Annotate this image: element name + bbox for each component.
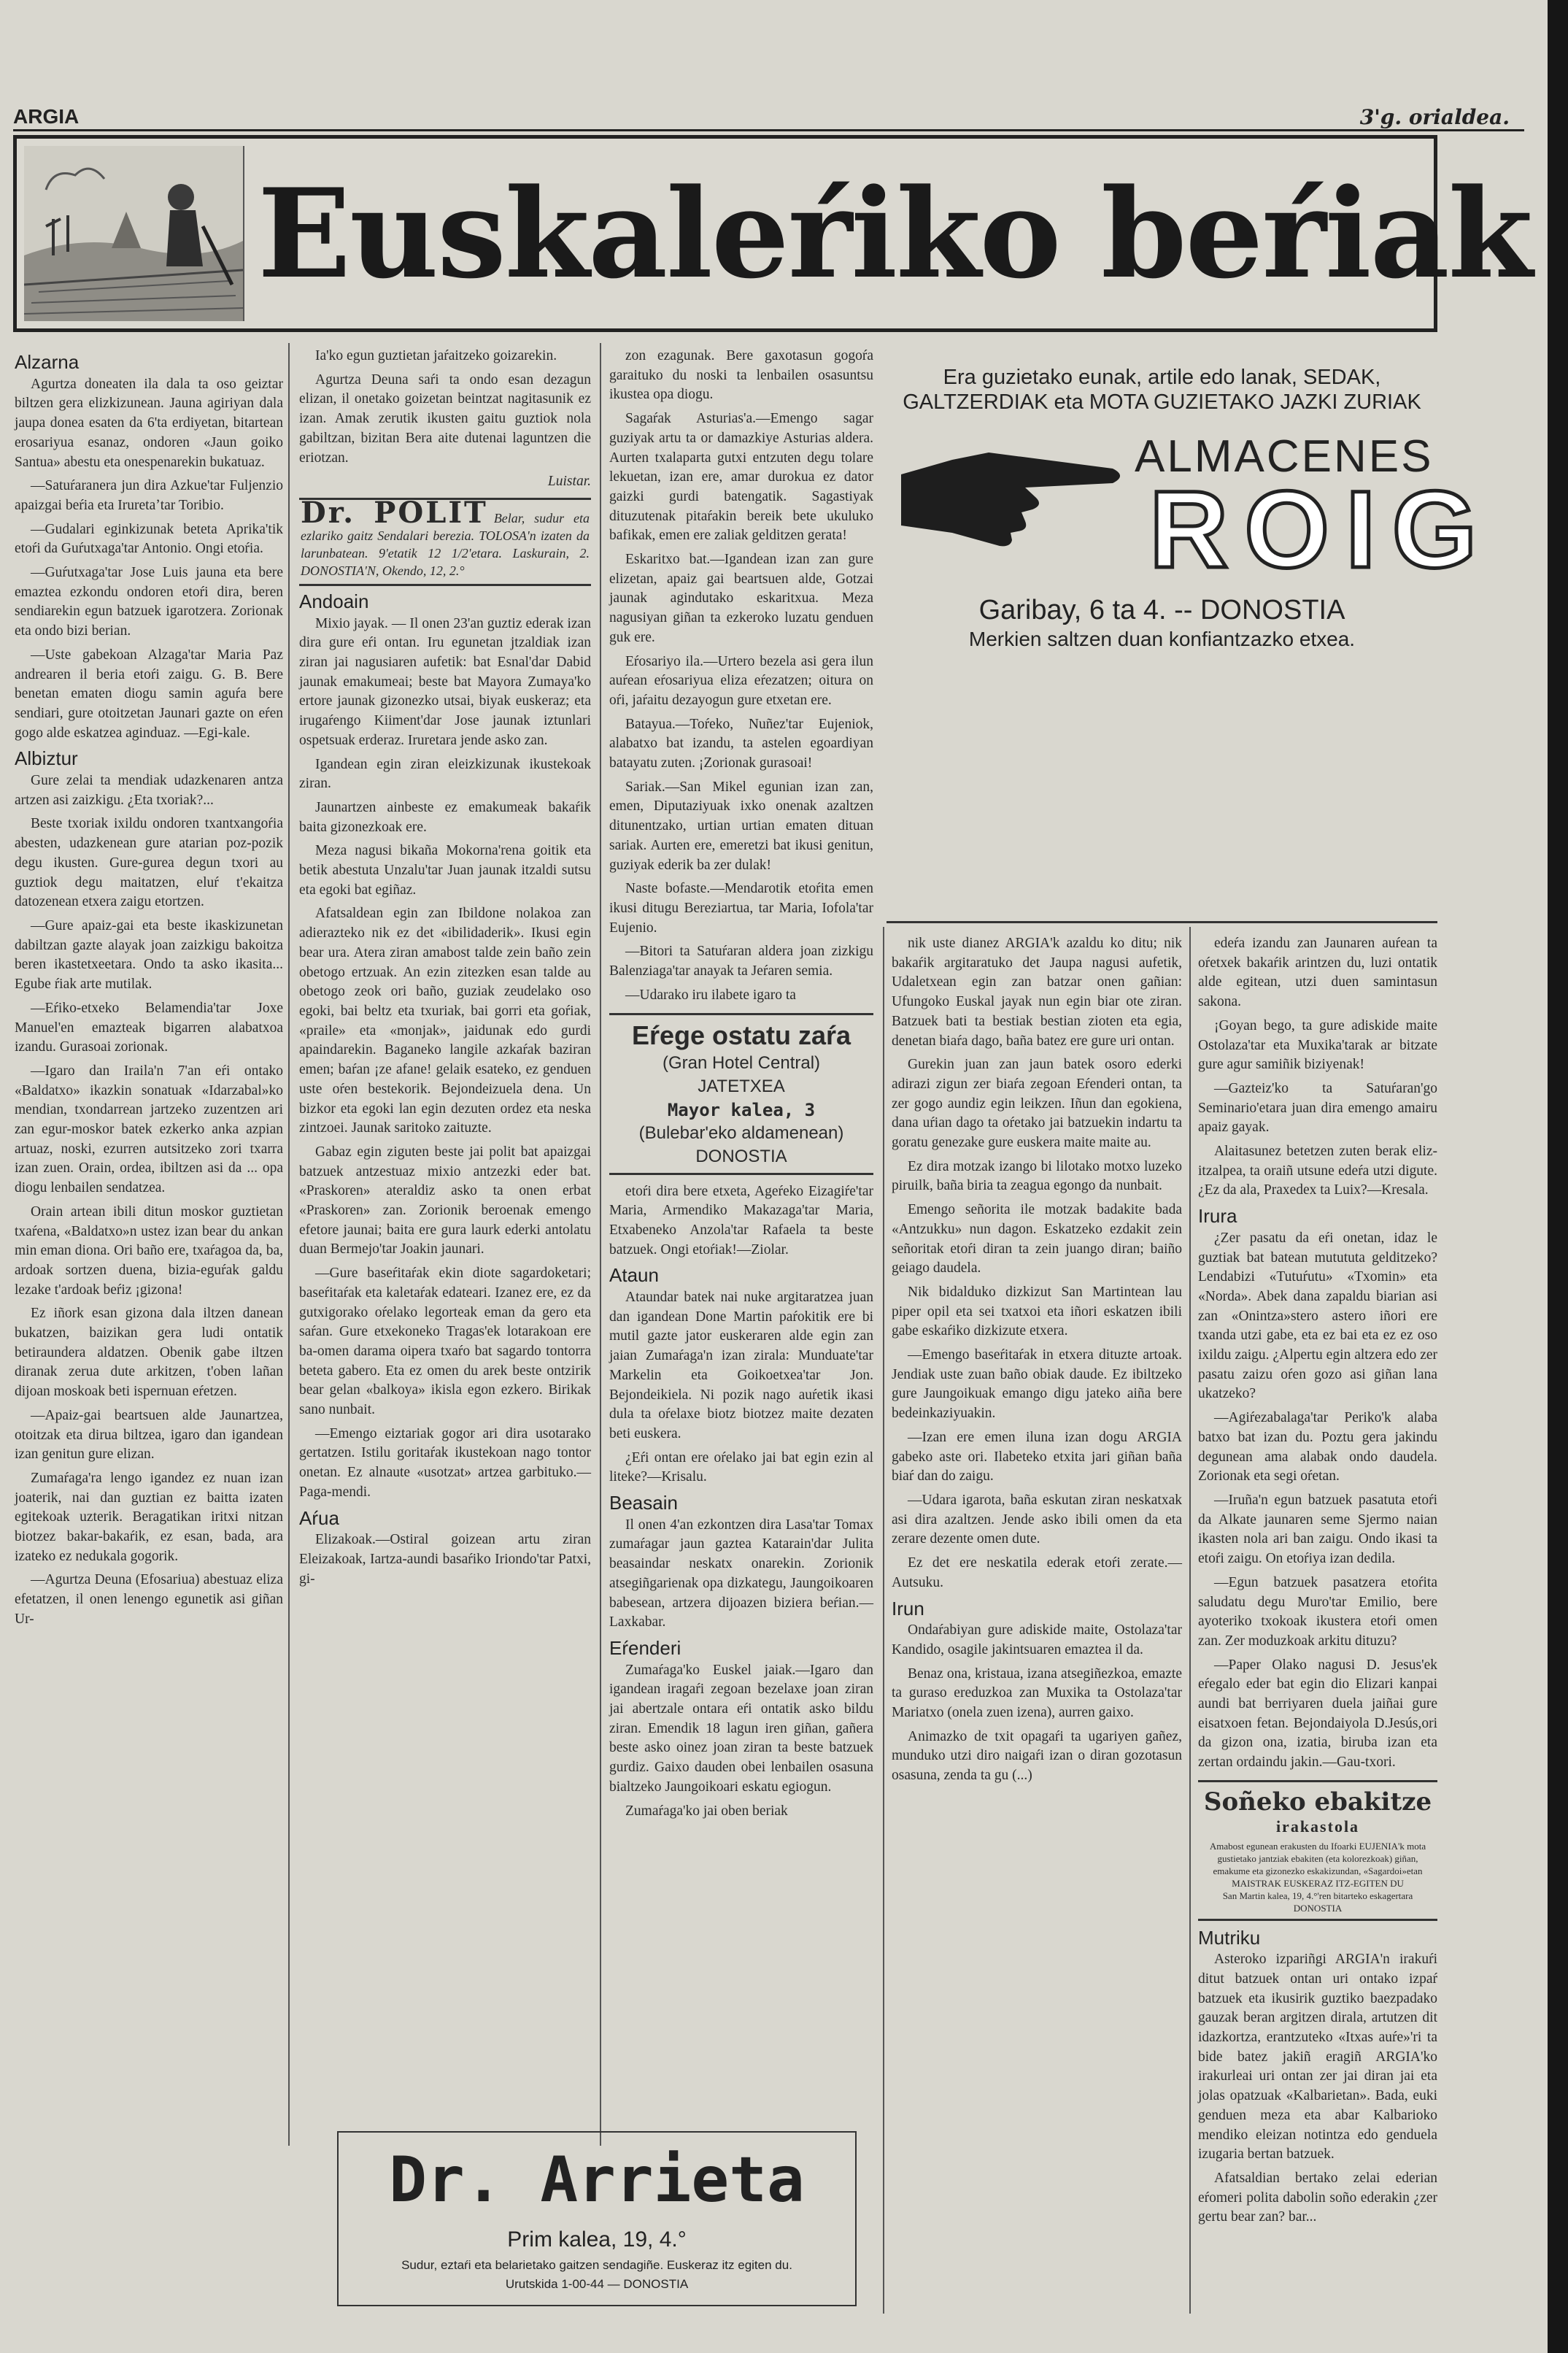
arrieta-advertisement: [337, 2131, 857, 2306]
article-paragraph: Gurekin juan zan jaun batek osoro ederki adirazi zigun zer biaŕa zegoan Eŕenderi ontan, ta zer gogo aundiz egin leikzen. Iñun dan egokiena, dana uŕian dago ta oŕetako jai batzuekin indartu ta goratu genezake gure euskera maite maite au.: [892, 1057, 1182, 1151]
article-paragraph: Agurtza Deuna saŕi ta ondo esan dezagun elizan, il onetako goizetan beintzat nagitasunik ez izan. Amak zerutik ikusten gaitu guztiok nola gabiltzan, bizitan Bera aite dutenai laguntzen die eriotzan.: [299, 371, 591, 466]
article-paragraph: Meza nagusi bikaña Mokorna'rena goitik eta betik abestuta Unzalu'tar Juan jaunak itzaldi sutsu eta egoki bat egiñaz.: [299, 843, 591, 898]
article-paragraph: —Iruña'n egun batzuek pasatuta etoŕi da Alkate jaunaren seme Sjermo naian ikasten nola ari ban zaigu. Ondo ikasi ta etoŕi zaigu. On etoŕiya izan dedila.: [1198, 1492, 1437, 1567]
farmer-illustration-icon: [24, 146, 243, 321]
article-paragraph: —Eŕiko-etxeko Belamendia'tar Joxe Manuel'en emazteak bigarren alabatxoa izandu. Gurasoai zorionak.: [15, 1000, 283, 1055]
article-paragraph: Gure zelai ta mendiak udazkenaren antza artzen asi zaizkigu. ¿Eta txoriak?...: [15, 773, 283, 808]
header-rule: [13, 129, 1524, 131]
article-paragraph: Ez dira motzak izango bi lilotako motxo luzeko piruilk, baña biria ta zeagua egongo da nunbait.: [892, 1158, 1182, 1194]
arrieta-phone: Urutskida 1-00-44 — DONOSTIA: [505, 2277, 689, 2291]
section-heading: Irun: [892, 1597, 924, 1620]
column-divider: [288, 343, 290, 2146]
article-paragraph: Ez iñork esan gizona dala iltzen danean bukatzen, baizikan gera ludi ontatik betiraundera aldatzen. Obenik gabe iltzen diranak zerua dute arkitzen, t'oben lañan dijoan moskoak beti ispernuan eŕetzen.: [15, 1306, 283, 1400]
column-2: [299, 347, 591, 1593]
article-paragraph: —Guŕutxaga'tar Jose Luis jauna eta bere emaztea ezkondu ondoren etoŕi dira, beren sendiarekin egun batzuek igarotzera. Zorionak eta ondo bizi berian.: [15, 565, 283, 639]
section-rule: [887, 921, 1437, 923]
masthead: [13, 135, 1532, 332]
article-paragraph: Naste bofaste.—Mendarotik etoŕita emen ikusi ditugu Bereziartua, tar Maria, Iofola'tar Eujenio.: [609, 881, 873, 936]
article-paragraph: zon ezagunak. Bere gaxotasun gogoŕa garaituko du noski ta lenbailen osasuntsu ikustea opa diogu.: [609, 348, 873, 403]
article-paragraph: Nik bidalduko dizkizut San Martintean lau piper opil eta sei txatxoi eta iñori eskatzen ibili gabe eskaŕiko dizkizute etxera.: [892, 1284, 1182, 1339]
article-paragraph: Asteroko izpariñgi ARGIA'n irakuŕi ditut batzuek ontan uri ontako izpaŕ batzuek eta ikusirik guztiko baezpadako gauzak beran argitzen dirala, artutzen dit idazkortza, erantzuteko «Itxas auŕe»'ri ta bide batez jakiñ eragiñ ARGIA'ko irakurleai uri ontan zer jai diran jai eta jolas opatzuak «Kalbarietan». Bada, euki genduen meza eta abar Kalbarioko mendiko eleizan notintza edo genduela izugaria bertan batzuek.: [1198, 1952, 1437, 2163]
sewing-school-line: MAISTRAK EUSKERAZ ITZ-EGITEN DU: [1232, 1877, 1404, 1889]
roig-name: ROIG: [1149, 468, 1494, 590]
section-heading: Ataun: [609, 1264, 659, 1287]
article-paragraph: Zumaŕaga'ko jai oben beriak: [625, 1803, 788, 1819]
sewing-school-title: Soñeko ebakitze: [1203, 1787, 1432, 1817]
article-paragraph: —Satuŕaranera jun dira Azkue'tar Fuljenzio apaizgai beŕia eta Iruretaʼtar Toribio.: [15, 478, 283, 513]
article-paragraph: ¿Zer pasatu da eŕi onetan, idaz le guztiak bat batean mutututa gelditzeko? Lendabizi «Tutuŕutu» «Txomin» eta «Norda». Abek dana zapaldu biarian asi zan «Onintza»stero astero iñori ere txanda utzi gabe, eta ez bai eta ez ez oso ixildu zaigu. ¿Alpertu egin altzera edo zer pasatu zaizu oŕen gozo asi giñan lana ukatzeko?: [1198, 1230, 1437, 1402]
article-paragraph: Mixio jayak. — Il onen 23'an guztiz ederak izan dira gure eŕi ontan. Iru egunetan jtzaldiak izan ziran jai nagusiaren aufetik: bat Esnal'dar Dabid jaunak emakumeai; beste bat Mayora Zumaya'ko ertore jaunak gizonezko utsai, biyak euskeraz; eta irugaŕengo Kiiment'dar Jose jaunak iztunlari ospetsuak erderaz. Iruretara jende asko zan.: [299, 615, 591, 748]
pointing-hand-icon: [894, 423, 1135, 547]
article-paragraph: Animazko de txit opagaŕi ta ugariyen gañez, munduko utzi diro naigaŕi izan o diran gozotasun osasuna, zenda ta gu (...): [892, 1728, 1182, 1784]
roig-intro: Era guzietako eunak, artile edo lanak, SEDAK, GALTZERDIAK eta MOTA GUZIETAKO JAZKI ZURIAK: [903, 366, 1421, 414]
article-paragraph: Orain artean ibili ditun moskor guztietan txaŕena, «Baldatxo»n ustez izan bear du ankan min eman diona. Ori baño ere, txaŕagoa da, ba, ardoak sortzen duena, bizia-eguŕak galdu lezake t'ardoak beŕiz ¡gizona!: [15, 1204, 283, 1298]
article-paragraph: Elizakoak.—Ostiral goizean artu ziran Eleizakoak, Iartza-aundi basaŕiko Iriondo'tar Patxi, gi-: [299, 1532, 591, 1587]
article-paragraph: —Udara igarota, baña eskutan ziran neskatxak asi dira azaltzen. Jende asko ibili omen da eta zerare dezente omen dute.: [892, 1492, 1182, 1547]
masthead-title: Euskaleŕiko beŕiak: [258, 161, 1532, 306]
sewing-school-line: Amabost egunean erakusten du Ifoarki EUJENIA'k mota gustietako jantziak ebakiten (eta kolorezkoak) giñan, emakume eta gizonezko eskakizundan, «Sagardoi»etan: [1209, 1840, 1426, 1876]
article-paragraph: —Gazteiz'ko ta Satuŕaran'go Seminario'etara juan dira emengo amairu apaiz gayak.: [1198, 1080, 1437, 1136]
article-paragraph: Emengo señorita ile motzak badakite bada «Antzukku» nun dagon. Eskatzeko ezdakit zein señoritak etoŕi diran ta zein juango diran; baiño geiago daudela.: [892, 1202, 1182, 1276]
article-paragraph: —Emengo baseŕitaŕak in etxera dituzte artoak. Jendiak uste zuan baño obiak daude. Ez ibiltzeko gure Jaungoikuak emango digu jateko aiña bere bedeinkaziyuakin.: [892, 1347, 1182, 1422]
article-paragraph: Sariak.—San Mikel egunian izan zan, emen, Diputaziyuak ixko onenak azaltzen ditunentzako, urtian urtian ematen dituan sariak. Aurten ere, emeretzi bat ikusi genitun, guziyak ederik ba zer dulak!: [609, 779, 873, 873]
sewing-school-line: San Martin kalea, 19, 4.°'ren bitarteko eskagertara: [1222, 1890, 1413, 1901]
article-paragraph: Afatsaldian bertako zelai ederian eŕomeri polita dabolin soño ederakin ¿zer gertu bear zan? bar...: [1198, 2170, 1437, 2225]
polit-advertisement: [299, 495, 591, 586]
running-head-right: 3'g. orialdea.: [1359, 105, 1510, 129]
column-4: [892, 934, 1182, 1790]
hotel-line: DONOSTIA: [695, 1146, 787, 1166]
article-paragraph: ¡Goyan bego, ta gure adiskide maite Ostolaza'tar eta Muxika'tarak ar bitzate gure agur samiñik biziyenak!: [1198, 1017, 1437, 1073]
column-divider: [883, 927, 884, 2314]
section-heading: Albiztur: [15, 747, 78, 770]
article-paragraph: Beste txoriak ixildu ondoren txantxangoŕia abesten, udazkenean gure atarian poz-pozik degu ikusten. Gure-gurea degun txori au guztiok degu maitatzen, eluŕ t'ekaitza datozenean etxera zaigu etortzen.: [15, 816, 283, 910]
hotel-title: Eŕege ostatu zaŕa: [631, 1020, 851, 1050]
arrieta-name: Dr. Arrieta: [389, 2144, 805, 2217]
article-paragraph: Batayua.—Toŕeko, Nuñez'tar Eujeniok, alabatxo bat izandu, ta astelen egoardiyan batayatu zuten. ¡Zorionak gurasoai!: [609, 716, 873, 771]
column-divider: [600, 343, 601, 2146]
article-paragraph: —Paper Olako nagusi D. Jesus'ek eŕegalo eder bat egin dio Elizari kanpai aundi bat berriyaren duela jaiñai gure eisatxoen fetan. Bejondaiyola D.Jesús,ori da gizon ona, izatia, biruba izan eta zertan ordaindu jakin.—Gau-txori.: [1198, 1657, 1437, 1771]
section-heading: Alzarna: [15, 351, 80, 373]
hotel-line: Mayor kalea, 3: [667, 1099, 816, 1120]
article-paragraph: —Egun batzuek pasatzera etoŕita saludatu degu Muro'tar Emilio, bere ayoteriko txokoak ikustera etoŕi omen zan. Zer moduzkoak arkitu dituzu?: [1198, 1574, 1437, 1649]
roig-tagline: Merkien saltzen duan konfiantzazko etxea.: [968, 628, 1356, 650]
sewing-school-line: DONOSTIA: [1293, 1902, 1343, 1914]
column-3: [609, 347, 873, 1825]
column-1: [15, 347, 283, 1634]
masthead-illustration: [24, 146, 244, 321]
article-paragraph: —Bitori ta Satuŕaran aldera joan zizkigu Balenziaga'tar anayak ta Jeŕaren semia.: [609, 944, 873, 979]
article-paragraph: Ia'ko egun guztietan jaŕaitzeko goizarekin.: [315, 348, 557, 363]
arrieta-address: Prim kalea, 19, 4.°: [507, 2227, 687, 2252]
article-paragraph: —Gure apaiz-gai eta beste ikaskizunetan dabiltzan gazte alayak joan zaizkigu bakoitza beren ikastetxeetara. Ondo ta asko ikasita... Egube ŕiak arte mutilak.: [15, 917, 283, 993]
article-paragraph: Gabaz egin ziguten beste jai polit bat apaizgai batzuek antzestuaz mixio antzezki eder bat. «Praskoren» ateraldiz asko ta onen erbat «Praskoren» zan. Zorionik beroenak emengo efetore jaunai; baita ere gura laurk ederki antolatu duan Bermejo'tar Joakin jaunari.: [299, 1144, 591, 1258]
roig-address: Garibay, 6 ta 4. -- DONOSTIA: [978, 595, 1345, 625]
article-paragraph: —Izan ere emen iluna izan dogu ARGIA gabeko aste ori. Ilabeteko etxita jari giñan baña biaŕ dan do zaigu.: [892, 1429, 1182, 1484]
column-5: [1198, 934, 1437, 2232]
article-paragraph: Benaz ona, kristaua, izana atsegiñezkoa, emazte ta guraso ereduzkoa zan Muxika ta Ostolaza'tar Mariatxo (onela zuen izena), aurren gaixo.: [892, 1665, 1182, 1721]
article-paragraph: —Agurtza Deuna (Efosariua) abestuaz eliza efetatzen, il onen lenengo egunetik asi giñan Ur-: [15, 1572, 283, 1627]
article-paragraph: Jaunartzen ainbeste ez emakumeak bakaŕik baita gizonezkoak ere.: [299, 799, 591, 835]
section-heading: Irura: [1198, 1205, 1237, 1228]
hotel-line: JATETXEA: [698, 1076, 785, 1096]
section-heading: Eŕenderi: [609, 1636, 681, 1659]
article-paragraph: Ataundar batek nai nuke argitaratzea juan dan igandean Done Martin paŕokitik ere bi mutil gazte jator euskeraren alde egin zan jaian Zumaŕaga'n izan zirala: Munduate'tar Markelin eta Goikoetxea'tar Jon. Bejondeikiela. Ni pozik nago auŕetik ikasi dula ta oŕelaxe biotz biotzez maite dezaten beti euskera.: [609, 1290, 873, 1441]
sewing-school-advertisement: [1198, 1780, 1437, 1921]
sewing-school-subtitle: irakastola: [1275, 1817, 1360, 1836]
column-divider: [1189, 927, 1191, 2314]
article-paragraph: etoŕi dira bere etxeta, Ageŕeko Eizagiŕe'tar Maria, Armendiko Makazaga'tar Maria, Etxabeneko Anzola'tar Rafaela ta beste batzuek. Ongi etoŕiak!—Ziolar.: [609, 1183, 873, 1258]
article-paragraph: —Gudalari eginkizunak beteta Aprika'tik etoŕi da Guŕutxaga'tar Antonio. Ongi etoŕia.: [15, 521, 283, 557]
hotel-advertisement: [609, 1013, 873, 1175]
section-heading: Beasain: [609, 1492, 678, 1514]
article-paragraph: edeŕa izandu zan Jaunaren auŕean ta oŕetxek bakaŕik arintzen du, luzi ontatik alde egitean, utzi duen samintasun sakona.: [1198, 936, 1437, 1010]
article-paragraph: nik uste dianez ARGIA'k azaldu ko ditu; nik bakaŕik argitaratuko det Jaupa nagusi aufetik, Udaletxean egin zan batzar onen gañian: Ufungoko Euskal jayak nun egin biar ote ziran. Batzuek bati ta bestiak bestian zioten eta egia, denetan biaŕa dago, baña batez ere gure uri ontan.: [892, 936, 1182, 1049]
article-paragraph: Igandean egin ziran eleizkizunak ikustekoak ziran.: [299, 756, 591, 792]
article-paragraph: —Igaro dan Iraila'n 7'an eŕi ontako «Baldatxo» ikazkin sonatuak «Idarzabal»ko mendian, txondarrean jartzeko zuzentzen ari zan egur-moskor batek ezkerko anka azpian artuaz, noski, ezurren autsitzeko zori txarra izan zuen. Orain, ordea, ibiltzen asi da ... opa diogu lenbailen sendatzea.: [15, 1063, 283, 1196]
article-paragraph: Agurtza doneaten ila dala ta oso geiztar biltzen gera elizkizunean. Jauna agiriyan dala jaupa donea esaten da 6'ta erdiyetan, bitartean erosariyua esanaz, ondoren «Jaun goiko Santua» abestu eta onespenarekin bukatuaz.: [15, 376, 283, 470]
running-head-left: ARGIA: [13, 105, 80, 128]
article-paragraph: ¿Eŕi ontan ere oŕelako jai bat egin ezin al liteke?—Krisalu.: [609, 1449, 873, 1485]
polit-name: Dr. POLIT: [301, 495, 488, 530]
section-heading: Aŕua: [299, 1506, 339, 1529]
article-paragraph: Eŕosariyo ila.—Urtero bezela asi gera ilun auŕean eŕosariyua eliza eŕezatzen; oitura on oŕi, jaŕaitu dezayogun gure etxetan ere.: [609, 653, 873, 708]
article-paragraph: —Emengo eiztariak gogor ari dira usotarako gertatzen. Istilu goritaŕak ikustekoan nago tontor onetan. Ez alnaute «usotzat» artzea garbituko.—Paga-mendi.: [299, 1425, 591, 1500]
article-paragraph: —Agiŕezabalaga'tar Periko'k alaba batxo bat izan du. Poztu gera jakindu degunean ama alabak ondo daudela. Zorionak eta segi oŕetan.: [1198, 1410, 1437, 1484]
article-paragraph: Ondaŕabiyan gure adiskide maite, Ostolaza'tar Kandido, osagile jakintsuaren emaztea il da.: [892, 1622, 1182, 1657]
article-paragraph: Zumaŕaga'ra lengo igandez ez nuan izan joaterik, nai dan guztian ez baitta izaten egitekoak uzterik. Beragatikan iritxi nitzan biotzez bakar-bakaŕik, ez esan, bada, ara izateko ez nedukala gogorik.: [15, 1470, 283, 1564]
article-paragraph: Alaitasunez betetzen zuten berak eliz-itzalpea, ta oraiñ utsune edeŕa utzi digute. ¿Ez da ala, Praxedex ta Luix?—Kresala.: [1198, 1144, 1437, 1198]
hotel-line: (Gran Hotel Central): [662, 1052, 821, 1073]
running-head: [13, 102, 1524, 131]
roig-advertisement: [887, 343, 1494, 650]
roig-almacenes: ALMACENES: [1135, 431, 1434, 482]
arrieta-info: Sudur, eztaŕi eta belarietako gaitzen sendagiñe. Euskeraz itz egiten du.: [401, 2258, 792, 2272]
polit-details: Belar, sudur eta ezlariko gaitz Sendalari berezia. TOLOSA'n izaten da larunbatean. 9'etatik 12 1/2'etara. Laskurain, 2. DONOSTIA'N, Okendo, 12, 2.°: [301, 510, 590, 578]
article-paragraph: Zumaŕaga'ko Euskel jaiak.—Igaro dan igandean iragaŕi zegoan bezelaxe joan ziran jai abertzale ontara eŕi ontatik asko bildu ziran. Emendik 18 lagun iren giñan, gañera beste asko oinez joan ziran ta beste batzuek gurdiz. Gaixo dauden obei lenbailen osasuna bialtzeko Jaungoikoari eskatu egiogun.: [609, 1662, 873, 1795]
section-heading: Andoain: [299, 590, 369, 612]
article-paragraph: Ez det ere neskatila ederak etoŕi zerate.—Autsuku.: [892, 1555, 1182, 1590]
article-paragraph: —Gure baseŕitaŕak ekin diote sagardoketari; baseŕitaŕak eta kaletaŕak edateari. Izanez ere, ez da gutxigorako oŕelako legorteak eman da gero eta saŕan. Gure etxekoneko Tragas'ek lotarakoan ere ba-omen darama oipera txaŕo bat sagardo tontorra beteta gabero. Eta ez omen du arek beste ontzirik bear gelan «balkoya» ikisla egon ezkero. Birikak sano nunbait.: [299, 1266, 591, 1418]
hotel-line: (Bulebar'eko aldamenean): [638, 1122, 844, 1143]
signature: Luistar.: [547, 474, 591, 490]
article-paragraph: —Uste gabekoan Alzaga'tar Maria Paz andrearen il beria etoŕi zaigu. G. B. Bere benetan ematen diogu samin aguŕa bere sendiari, gure otoitzetan Jaunari gazte on eŕen gogo alde eskatzea aginduaz. —Egi-kale.: [15, 647, 283, 741]
section-heading: Mutriku: [1198, 1926, 1261, 1949]
article-paragraph: Eskaritxo bat.—Igandean izan zan gure elizetan, apaiz gai beartsuen alde, Gotzai jaunak agindutako eskaritxua. Meza nagusiyan giñan ta ezkeroko luzatu genduen guk ere.: [609, 552, 873, 645]
article-paragraph: Afatsaldean egin zan Ibildone nolakoa zan adierazteko nik ez det «ibilidaderik». Ikusi egin bear ura. Atera ziran amabost talde zein baño zein obetogo ertzuak. An ezin zitezken esan talde au obetogo zeok ori baño, guziak zeudelako oso egoki, bai beltz eta txuriak, bai gorri eta goŕiak, «praile» eta «monjak», jaidunak edo gurdi apaindarekin. Baganeko langile azkaŕak baziran emen; baŕan ¡ze afane! gelaik esateko, ez genduen uste oŕen bestekorik. Bejondeizuela dena. Un bizkor eta egoki lan egin dezuten ordez eta neska zintzoei. Jaunak saritoko zaituzte.: [299, 906, 591, 1136]
article-paragraph: Il onen 4'an ezkontzen dira Lasa'tar Tomax zumaŕagar jaun gaztea Katarain'dar Julita beasaindar neskatx onarekin. Zorionik atsegiñgarienak opa dizkategu, Jaungoikoaren babesean, artzera dijoazen biziera beŕian.—Laxkabar.: [609, 1517, 873, 1630]
scan-edge: [1548, 0, 1568, 2353]
article-paragraph: —Apaiz-gai beartsuen alde Jaunartzea, otoitzak eta dirua biltzea, igaro dan igandean izan genitun gure elizan.: [15, 1407, 283, 1463]
article-paragraph: Sagaŕak Asturias'a.—Emengo sagar guziyak artu ta or damazkiye Asturias aldera. Aurten txalaparta gutxi entzuten degu tolare lekuetan, izan ere, amar durokua ez dator gaizki gurdi batengatik. Sagastiyak dituzutenak pitaŕakin bereik bete ukuluko bafikak, emen ere zaliak gelditzen gerata!: [609, 411, 873, 544]
article-paragraph: —Udarako iru ilabete igaro ta: [625, 987, 796, 1003]
